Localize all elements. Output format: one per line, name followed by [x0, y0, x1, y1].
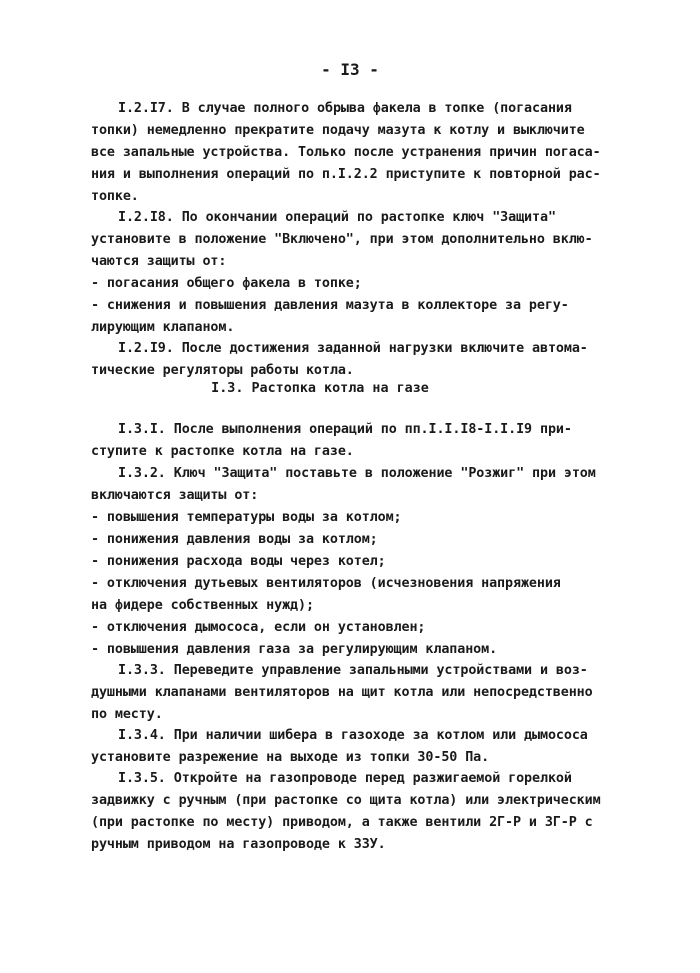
text-line: ступите к растопке котла на газе. [91, 444, 354, 459]
text-line: I.3.2. Ключ "Защита" поставьте в положение "Розжиг" при этом [118, 466, 596, 481]
text-line: - понижения давления воды за котлом; [91, 532, 378, 547]
text-line: топки) немедленно прекратите подачу мазута к котлу и выключите [91, 123, 585, 138]
text-line: на фидере собственных нужд); [91, 598, 314, 613]
text-line: I.3.3. Переведите управление запальными устройствами и воз- [118, 663, 588, 678]
text-line: - отключения дымососа, если он установлен; [91, 620, 426, 635]
page-number: - I3 - [321, 60, 379, 79]
text-line: - отключения дутьевых вентиляторов (исчезновения напряжения [91, 576, 561, 591]
text-line: ручным приводом на газопроводе к ЗЗУ. [91, 837, 386, 852]
text-line: (при растопке по месту) приводом, а также вентили 2Г-Р и 3Г-Р с [91, 815, 593, 830]
text-line: установите разрежение на выходе из топки 30-50 Па. [91, 750, 490, 765]
text-line: I.3.4. При наличии шибера в газоходе за котлом или дымососа [118, 728, 588, 743]
text-line: I.2.I9. После достижения заданной нагрузки включите автома- [118, 341, 588, 356]
text-line: чаются защиты от: [91, 254, 227, 269]
text-line: I.3.I. После выполнения операций по пп.I.I.I8-I.I.I9 при- [118, 422, 572, 437]
section-heading: I.3. Растопка котла на газе [211, 381, 429, 396]
text-line: I.2.I8. По окончании операций по растопке ключ "Защита" [118, 210, 556, 225]
text-line: включаются защиты от: [91, 488, 259, 503]
text-line: I.3.5. Откройте на газопроводе перед разжигаемой горелкой [118, 771, 572, 786]
text-line: - повышения температуры воды за котлом; [91, 510, 402, 525]
text-line: ния и выполнения операций по п.I.2.2 приступите к повторной рас- [91, 167, 601, 182]
text-line: установите в положение "Включено", при этом дополнительно вклю- [91, 232, 593, 247]
text-line: топке. [91, 189, 139, 204]
text-line: все запальные устройства. Только после устранения причин погаса- [91, 145, 601, 160]
text-line: по месту. [91, 707, 163, 722]
text-line: - повышения давления газа за регулирующим клапаном. [91, 642, 498, 657]
text-line: - понижения расхода воды через котел; [91, 554, 386, 569]
text-line: I.2.I7. В случае полного обрыва факела в топке (погасания [118, 101, 572, 116]
text-line: лирующим клапаном. [91, 320, 235, 335]
text-line: задвижку с ручным (при растопке со щита котла) или электрическим [91, 793, 601, 808]
text-line: душными клапанами вентиляторов на щит котла или непосредственно [91, 685, 593, 700]
text-line: тические регуляторы работы котла. [91, 363, 354, 378]
text-line: - погасания общего факела в топке; [91, 276, 362, 291]
text-line: - снижения и повышения давления мазута в коллекторе за регу- [91, 298, 569, 313]
